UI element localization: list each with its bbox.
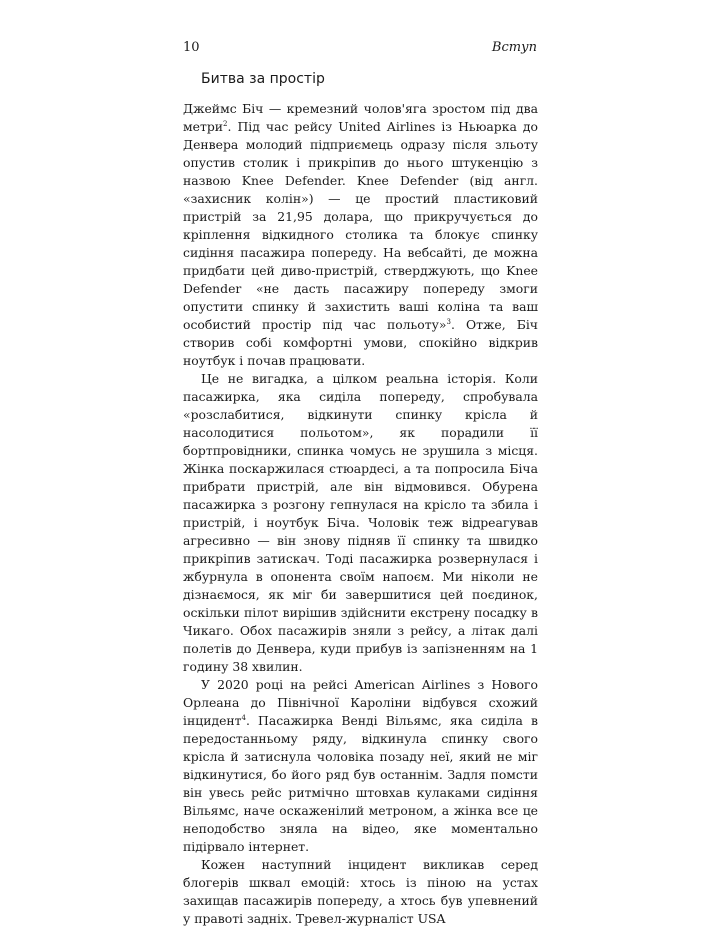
page-number: 10: [183, 40, 200, 55]
footnote-ref-4[interactable]: 4: [241, 713, 246, 722]
section-title: Битва за простір: [201, 71, 325, 87]
footnote-ref-3[interactable]: 3: [446, 317, 451, 326]
body-text: [183, 100, 538, 928]
chapter-title: Вступ: [491, 40, 537, 55]
paragraph-3: У 2020 році на рейсі American Airlines з Нового Орлеана до Північної Кароліни відбувся схожий інцидент$^4$. Пасажирка Венді Вільямс, яка сиділа в передостанньому ряду, відкинула спинку свого крісла й затиснула чоловіка позаду неї, який не міг відкинутися, бо його ряд був останнім. Задля помсти він увесь рейс ритмічно штовхав кулаками сидіння Вільямс, наче оскаженілий метроном, а жінка все це неподобство зняла на відео, яке моментально підірвало інтернет.: [183, 677, 538, 854]
footnote-ref-2[interactable]: 2: [223, 119, 228, 128]
paragraph-1: Джеймс Біч — кремезний чолов'яга зростом під два метри$^2$. Під час рейсу United Airlines із Ньюарка до Денвера молодий підприємець одразу після зльоту опустив столик і прикріпив до нього штукенцію з назвою Knee Defender. Knee Defender (від англ. «захисник колін») — це простий пластиковий пристрій за 21,95 долара, що прикручується до кріплення відкидного столика та блокує спинку сидіння пасажира попереду. На вебсайті, де можна придбати цей диво-пристрій, стверджують, що Knee Defender «не дасть пасажиру попереду змоги опустити спинку й захистить ваші коліна та ваш особистий простір під час польоту»$^3$. Отже, Біч створив собі комфортні умови, спокійно відкрив ноутбук і почав працювати.: [183, 101, 538, 368]
paragraph-2: Це не вигадка, а цілком реальна історія. Коли пасажирка, яка сиділа попереду, спробувала «розслабитися, відкинути спинку крісла й насолодитися польотом», як порадили її бортпровідники, спинка чомусь не зрушила з місця. Жінка поскаржилася стюардесі, а та попросила Біча прибрати пристрій, але він відмовився. Обурена пасажирка з розгону гепнулася на крісло та збила і пристрій, і ноутбук Біча. Чоловік теж відреагував агресивно — він знову підняв її спинку та швидко прикріпив затискач. Тоді пасажирка розвернулася і жбурнула в опонента своїм напоєм. Ми ніколи не дізнаємося, як міг би завершитися цей поєдинок, оскільки пілот вирішив здійснити екстрену посадку в Чикаго. Обох пасажирів зняли з рейсу, а літак далі полетів до Денвера, куди прибув із запізненням на 1 годину 38 хвилин.: [183, 371, 538, 674]
paragraph-4: Кожен наступний інцидент викликав серед блогерів шквал емоцій: хтось із піною на устах захищав пасажирів попереду, а хтось був упевнений у правоті задніх. Тревел-журналіст USA: [183, 857, 538, 926]
